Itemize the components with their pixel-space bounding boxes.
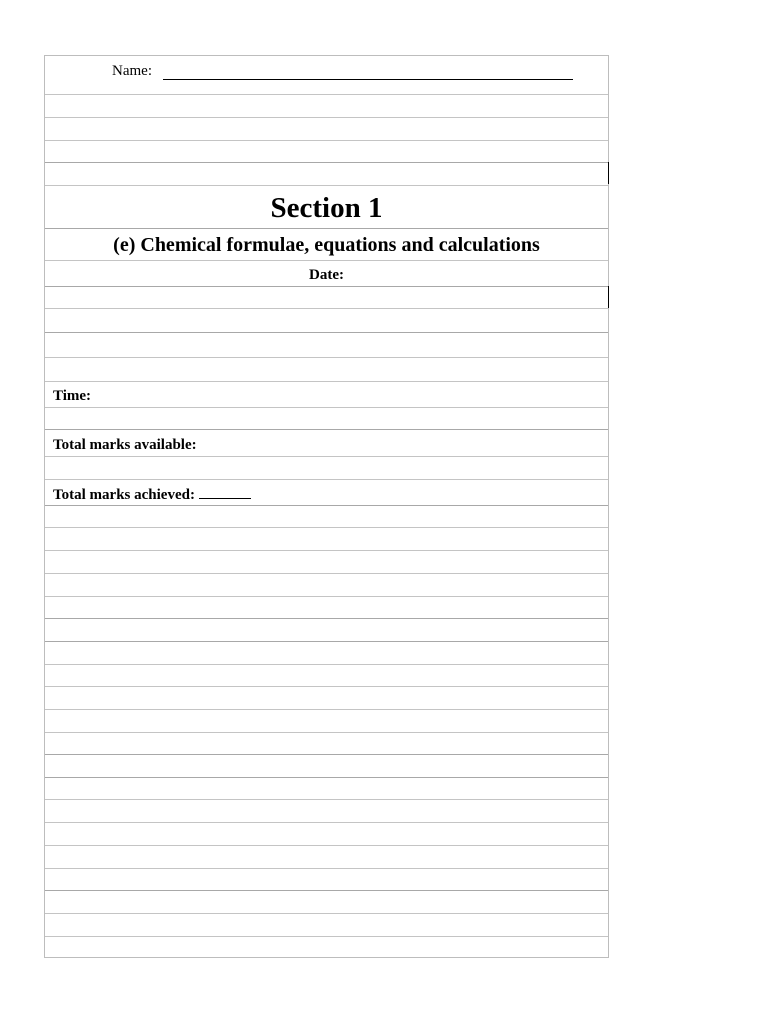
ruled-line [45,140,608,141]
ruled-line [45,185,608,186]
section-subtitle: (e) Chemical formulae, equations and calculations [113,234,540,256]
ruled-line [45,641,608,642]
worksheet-page [44,55,609,958]
ruled-line [45,308,608,309]
ruled-line [45,505,608,506]
ruled-line [45,286,608,287]
total-marks-achieved-label [53,486,251,504]
name-blank-line[interactable] [163,79,573,80]
ruled-line [45,686,608,687]
ruled-line [45,890,608,891]
ruled-line [45,456,608,457]
date-label: Date: [309,267,344,283]
ruled-line [45,527,608,528]
ruled-line [45,357,608,358]
ruled-line [45,913,608,914]
total-marks-achieved-text: Total marks achieved: [53,487,195,503]
row-marker [608,286,609,308]
marks-achieved-blank[interactable] [199,486,251,499]
ruled-line [45,822,608,823]
time-label: Time: [53,388,92,404]
ruled-line [45,260,608,261]
section-title: Section 1 [270,192,383,224]
ruled-line [45,868,608,869]
ruled-line [45,381,608,382]
ruled-line [45,799,608,800]
ruled-line [45,479,608,480]
ruled-line [45,162,608,163]
name-label: Name: [112,63,152,79]
ruled-line [45,732,608,733]
row-marker [608,162,609,184]
ruled-line [45,618,608,619]
ruled-line [45,596,608,597]
ruled-line [45,777,608,778]
ruled-line [45,429,608,430]
ruled-line [45,664,608,665]
ruled-line [45,845,608,846]
ruled-line [45,936,608,937]
ruled-line [45,94,608,95]
ruled-line [45,228,608,229]
ruled-line [45,550,608,551]
ruled-line [45,754,608,755]
ruled-line [45,407,608,408]
ruled-line [45,332,608,333]
ruled-line [45,709,608,710]
ruled-line [45,117,608,118]
total-marks-available-label: Total marks available: [53,437,197,453]
ruled-line [45,573,608,574]
